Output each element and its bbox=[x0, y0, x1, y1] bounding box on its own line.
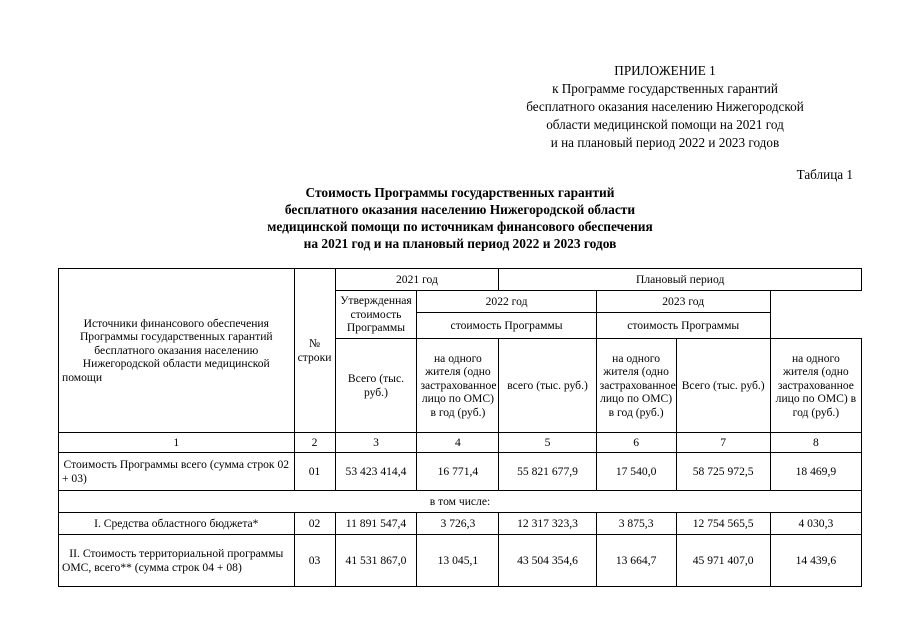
appendix-heading bbox=[480, 62, 850, 152]
table-label: Таблица 1 bbox=[796, 167, 853, 182]
row-label: Стоимость Программы всего (сумма строк 02 + 03) bbox=[59, 453, 295, 491]
column-number-row bbox=[59, 433, 862, 453]
table-row bbox=[59, 453, 862, 491]
row-value: 53 423 414,4 bbox=[335, 453, 417, 491]
appendix-line: и на плановый период 2022 и 2023 годов bbox=[550, 135, 780, 150]
row-label: I. Средства областного бюджета* bbox=[59, 513, 295, 535]
row-number: 01 bbox=[294, 453, 335, 491]
column-number: 6 bbox=[596, 433, 676, 453]
row-value: 14 439,6 bbox=[770, 535, 861, 587]
title-line: Стоимость Программы государственных гарантий bbox=[305, 185, 615, 200]
header-total-2023: Всего (тыс. руб.) bbox=[676, 339, 770, 433]
header-approved-cost: Утвержденная стоимость Программы bbox=[335, 291, 417, 339]
header-total-2021: Всего (тыс. руб.) bbox=[335, 339, 417, 433]
column-number: 1 bbox=[59, 433, 295, 453]
row-value: 3 875,3 bbox=[596, 513, 676, 535]
header-program-cost-2023: стоимость Программы bbox=[596, 313, 770, 339]
row-value: 16 771,4 bbox=[417, 453, 499, 491]
row-value: 13 664,7 bbox=[596, 535, 676, 587]
header-planned-period: Плановый период bbox=[499, 269, 862, 291]
column-number: 3 bbox=[335, 433, 417, 453]
column-number: 2 bbox=[294, 433, 335, 453]
row-value: 41 531 867,0 bbox=[335, 535, 417, 587]
header-year-2022: 2022 год bbox=[417, 291, 596, 313]
appendix-line: ПРИЛОЖЕНИЕ 1 bbox=[614, 63, 716, 78]
row-value: 4 030,3 bbox=[770, 513, 861, 535]
appendix-line: к Программе государственных гарантий bbox=[552, 81, 778, 96]
row-value: 11 891 547,4 bbox=[335, 513, 417, 535]
row-value: 18 469,9 bbox=[770, 453, 861, 491]
row-value: 3 726,3 bbox=[417, 513, 499, 535]
row-value: 13 045,1 bbox=[417, 535, 499, 587]
column-number: 5 bbox=[499, 433, 596, 453]
row-label: в том числе: bbox=[59, 491, 862, 513]
appendix-line: бесплатного оказания населению Нижегородской bbox=[526, 99, 804, 114]
header-year-2021: 2021 год bbox=[335, 269, 499, 291]
column-number: 7 bbox=[676, 433, 770, 453]
column-number: 8 bbox=[770, 433, 861, 453]
table-row bbox=[59, 491, 862, 513]
document-title bbox=[160, 184, 760, 252]
row-number: 02 bbox=[294, 513, 335, 535]
row-value: 12 317 323,3 bbox=[499, 513, 596, 535]
row-number: 03 bbox=[294, 535, 335, 587]
header-total-2022: всего (тыс. руб.) bbox=[499, 339, 596, 433]
row-value: 43 504 354,6 bbox=[499, 535, 596, 587]
row-value: 45 971 407,0 bbox=[676, 535, 770, 587]
header-line-no: № строки bbox=[294, 269, 335, 433]
appendix-line: области медицинской помощи на 2021 год bbox=[546, 117, 784, 132]
row-value: 12 754 565,5 bbox=[676, 513, 770, 535]
cost-table bbox=[58, 268, 862, 587]
column-number: 4 bbox=[417, 433, 499, 453]
header-source: Источники финансового обеспечения Программы государственных гарантий бесплатного оказания населению Нижегородской области медицинской помощи bbox=[59, 269, 295, 433]
title-line: бесплатного оказания населению Нижегородской области bbox=[284, 202, 636, 217]
header-per-capita-2023: на одного жителя (одно застрахованное лицо по ОМС) в год (руб.) bbox=[770, 339, 861, 433]
row-value: 58 725 972,5 bbox=[676, 453, 770, 491]
row-value: 55 821 677,9 bbox=[499, 453, 596, 491]
row-label: II. Стоимость территориальной программы ОМС, всего** (сумма строк 04 + 08) bbox=[59, 535, 295, 587]
header-year-2023: 2023 год bbox=[596, 291, 770, 313]
table-row bbox=[59, 513, 862, 535]
table-row bbox=[59, 535, 862, 587]
header-per-capita-2021: на одного жителя (одно застрахованное лицо по ОМС) в год (руб.) bbox=[417, 339, 499, 433]
title-line: на 2021 год и на плановый период 2022 и 2023 годов bbox=[303, 236, 617, 251]
header-program-cost-2022: стоимость Программы bbox=[417, 313, 596, 339]
header-per-capita-2022: на одного жителя (одно застрахованное лицо по ОМС) в год (руб.) bbox=[596, 339, 676, 433]
row-value: 17 540,0 bbox=[596, 453, 676, 491]
title-line: медицинской помощи по источникам финансового обеспечения bbox=[267, 219, 653, 234]
